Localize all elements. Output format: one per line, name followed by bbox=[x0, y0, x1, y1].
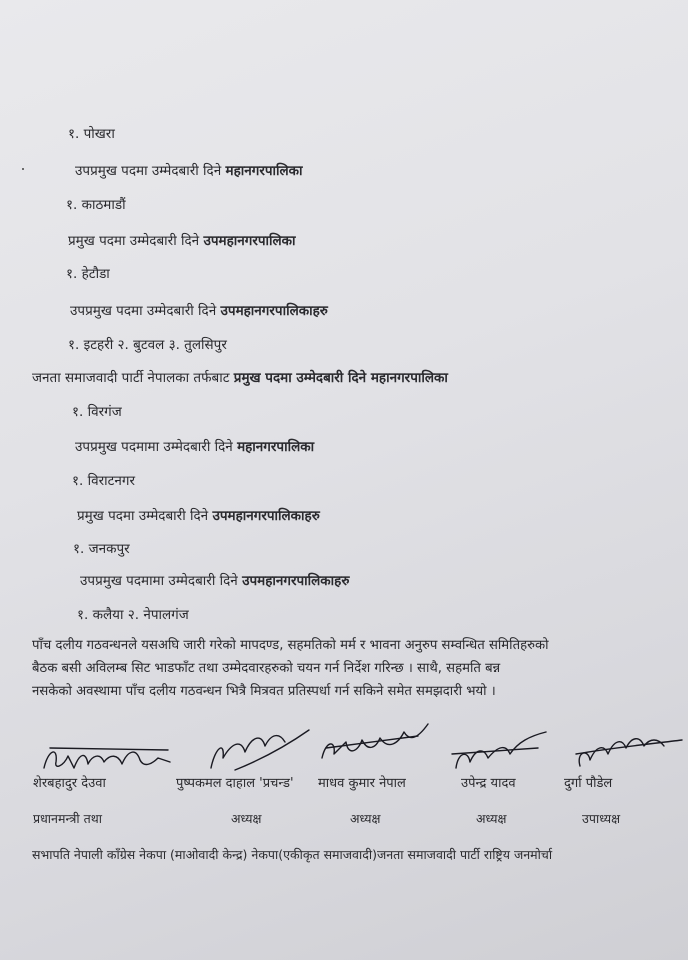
signature-5 bbox=[570, 726, 685, 772]
signatory-name-4: उपेन्द्र यादव bbox=[461, 776, 516, 791]
list-heading-jsp: जनता समाजवादी पार्टी नेपालका तर्फबाट प्रमुख पदमा उम्मेदबारी दिने महानगरपालिका bbox=[32, 370, 448, 386]
signatory-name-1: शेरबहादुर देउवा bbox=[33, 776, 106, 791]
signatory-name-2: पुष्पकमल दाहाल 'प्रचन्ड' bbox=[176, 776, 294, 791]
stray-dot bbox=[22, 168, 24, 170]
signatory-role-2: अध्यक्ष bbox=[231, 811, 262, 826]
list-item-3: १. काठमाडौं bbox=[66, 197, 126, 213]
list-item-9: उपप्रमुख पदमामा उम्मेदबारी दिने महानगरपालिका bbox=[75, 439, 315, 455]
list-item-10: १. विराटनगर bbox=[72, 473, 136, 489]
list-item-6: उपप्रमुख पदमा उम्मेदबारी दिने उपमहानगरपालिकाहरु bbox=[70, 303, 328, 319]
signatory-role-4: अध्यक्ष bbox=[476, 811, 507, 826]
list-item-5: १. हेटौडा bbox=[66, 266, 110, 282]
parties-line: सभापति नेपाली काँग्रेस नेकपा (माओवादी केन्द्र) नेकपा(एकीकृत समाजवादी)जनता समाजवादी पार्टी राष्ट्रिय जनमोर्चा bbox=[32, 847, 553, 862]
list-item-7: १. इटहरी २. बुटवल ३. तुलसिपुर bbox=[68, 337, 227, 353]
list-item-12: १. जनकपुर bbox=[73, 541, 130, 557]
signature-2 bbox=[205, 722, 315, 774]
list-item-1: १. पोखरा bbox=[68, 126, 115, 142]
list-item-13: उपप्रमुख पदमामा उम्मेदबारी दिने उपमहानगरपालिकाहरु bbox=[80, 573, 350, 589]
agreement-paragraph bbox=[32, 634, 662, 703]
list-item-8: १. विरगंज bbox=[72, 404, 122, 420]
signatory-role-1: प्रधानमन्त्री तथा bbox=[33, 811, 102, 826]
list-item-4: प्रमुख पदमा उम्मेदबारी दिने उपमहानगरपालिका bbox=[68, 233, 296, 249]
signature-3 bbox=[318, 718, 433, 768]
signature-1 bbox=[40, 738, 175, 778]
list-item-2: उपप्रमुख पदमा उम्मेदबारी दिने महानगरपालिका bbox=[75, 163, 303, 179]
signatory-name-5: दुर्गा पौडेल bbox=[564, 776, 613, 791]
signatory-role-5: उपाध्यक्ष bbox=[582, 811, 621, 826]
signatory-role-3: अध्यक्ष bbox=[350, 811, 381, 826]
paragraph-line: पाँच दलीय गठवन्धनले यसअघि जारी गरेको मापदण्ड, सहमतिको मर्म र भावना अनुरुप सम्वन्धित समितिहरुको bbox=[32, 638, 549, 653]
paragraph-line: बैठक बसी अविलम्ब सिट भाडफाँट तथा उम्मेदवारहरुको चयन गर्न निर्देश गरिन्छ । साथै, सहमति बन्न bbox=[32, 661, 501, 676]
list-item-14: १. कलैया २. नेपालगंज bbox=[77, 607, 189, 623]
paragraph-line: नसकेको अवस्थामा पाँच दलीय गठवन्धन भित्रै मित्रवत प्रतिस्पर्धा गर्न सकिने समेत समझदारी भयो । bbox=[32, 684, 496, 699]
signatory-name-3: माधव कुमार नेपाल bbox=[318, 776, 406, 791]
signature-4 bbox=[448, 728, 553, 774]
list-item-11: प्रमुख पदमा उम्मेदबारी दिने उपमहानगरपालिकाहरु bbox=[77, 508, 320, 524]
